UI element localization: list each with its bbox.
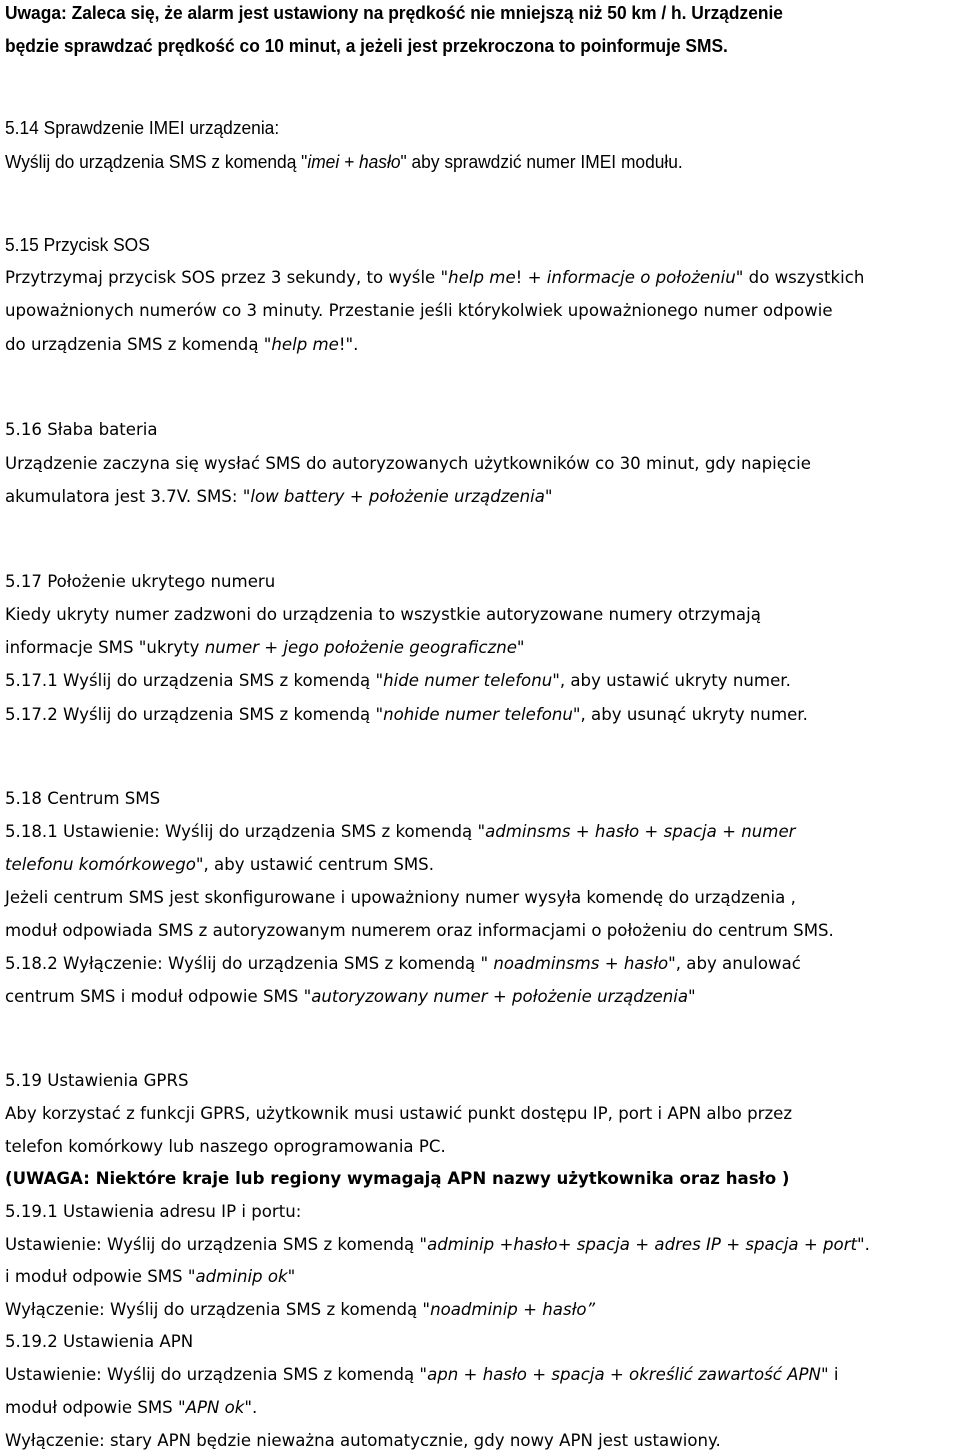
text-segment: 5.16 Słaba bateria [5, 420, 158, 440]
italic-text-segment: help me [448, 268, 516, 288]
italic-text-segment: adminip +hasło+ spacja + adres IP + spacja + port [427, 1235, 858, 1255]
text-line-l27 [5, 1166, 789, 1192]
italic-text-segment: apn + hasło + spacja + określić zawartość APN [427, 1365, 821, 1385]
text-segment: Ustawienie: Wyślij do urządzenia SMS z komendą " [5, 1235, 428, 1255]
text-segment: Uwaga: Zaleca się, że alarm jest ustawiony na prędkość nie mniejszą niż 50 km / h. Urządzenie [5, 2, 783, 23]
italic-text-segment: nohide numer telefonu [383, 705, 573, 725]
text-line-l28 [5, 1199, 301, 1225]
text-line-l01 [5, 0, 783, 26]
text-segment: do urządzenia SMS z komendą " [5, 335, 272, 355]
text-segment: ! [515, 268, 528, 288]
text-line-l05 [5, 232, 150, 258]
text-segment: 5.17 Położenie ukrytego numeru [5, 572, 276, 592]
text-line-l32 [5, 1329, 193, 1355]
text-line-l12 [5, 569, 275, 595]
text-segment: ", aby ustawić centrum SMS. [195, 855, 434, 875]
text-segment: akumulatora jest 3.7V. SMS: " [5, 487, 251, 507]
text-segment: moduł odpowie SMS " [5, 1398, 186, 1418]
text-line-l33 [5, 1362, 838, 1388]
italic-text-segment: imei + hasło [307, 151, 401, 172]
italic-text-segment: help me [271, 335, 339, 355]
text-segment: 5.17.1 Wyślij do urządzenia SMS z komendą " [5, 671, 384, 691]
text-line-l02 [5, 33, 728, 59]
text-segment: " aby sprawdzić numer IMEI modułu. [400, 151, 683, 172]
text-segment: 5.19.2 Ustawienia APN [5, 1332, 194, 1352]
italic-text-segment: + informacje o położeniu [527, 268, 736, 288]
text-line-l20 [5, 885, 796, 911]
italic-text-segment: noadminsms + hasło [493, 954, 669, 974]
text-segment: " [544, 487, 553, 507]
text-segment: " [287, 1267, 296, 1287]
italic-text-segment: hide numer telefonu [383, 671, 553, 691]
italic-text-segment: autoryzowany numer + położenie urządzenia [311, 987, 689, 1007]
text-line-l24 [5, 1068, 189, 1094]
text-segment: 5.17.2 Wyślij do urządzenia SMS z komendą " [5, 705, 384, 725]
text-segment: ". [244, 1398, 258, 1418]
italic-text-segment: telefonu komórkowego [5, 855, 196, 875]
text-segment: telefon komórkowy lub naszego oprogramowania PC. [5, 1137, 446, 1157]
text-segment: " do wszystkich [735, 268, 865, 288]
text-segment: Kiedy ukryty numer zadzwoni do urządzenia to wszystkie autoryzowane numery otrzymają [5, 605, 761, 625]
text-segment: ", aby usunąć ukryty numer. [572, 705, 808, 725]
italic-text-segment: APN ok [185, 1398, 245, 1418]
text-segment: Aby korzystać z funkcji GPRS, użytkownik musi ustawić punkt dostępu IP, port i APN albo przez [5, 1104, 793, 1124]
text-line-l26 [5, 1134, 446, 1160]
text-line-l31 [5, 1297, 595, 1323]
text-line-l23 [5, 984, 696, 1010]
text-segment: Wyłączenie: stary APN będzie nieważna automatycznie, gdy nowy APN jest ustawiony. [5, 1431, 721, 1451]
text-segment: !". [338, 335, 359, 355]
text-segment: Urządzenie zaczyna się wysłać SMS do autoryzowanych użytkowników co 30 minut, gdy napięcie [5, 454, 811, 474]
text-line-l30 [5, 1264, 295, 1290]
text-line-l11 [5, 484, 553, 510]
text-line-l14 [5, 635, 525, 661]
text-segment: centrum SMS i moduł odpowie SMS " [5, 987, 312, 1007]
text-line-l35 [5, 1428, 721, 1454]
text-segment: ", aby anulować [668, 954, 801, 974]
text-segment: " [516, 638, 525, 658]
text-segment: Wyłączenie: Wyślij do urządzenia SMS z komendą " [5, 1300, 431, 1320]
text-line-l17 [5, 786, 160, 812]
italic-text-segment: numer + jego położenie geograficzne [204, 638, 517, 658]
text-line-l21 [5, 918, 834, 944]
text-segment: informacje SMS "ukryty [5, 638, 205, 658]
text-segment: 5.19.1 Ustawienia adresu IP i portu: [5, 1202, 302, 1222]
italic-text-segment: adminip ok [195, 1267, 288, 1287]
text-segment: Przytrzymaj przycisk SOS przez 3 sekundy, to wyśle " [5, 268, 449, 288]
text-line-l03 [5, 115, 279, 141]
text-segment: 5.19 Ustawienia GPRS [5, 1071, 189, 1091]
text-line-l06 [5, 265, 864, 291]
text-segment: 5.18.1 Ustawienie: Wyślij do urządzenia SMS z komendą " [5, 822, 486, 842]
text-line-l08 [5, 332, 358, 358]
text-segment: (UWAGA: Niektóre kraje lub regiony wymagają APN nazwy użytkownika oraz hasło ) [5, 1169, 790, 1189]
text-segment: Wyślij do urządzenia SMS z komendą " [5, 151, 308, 172]
text-line-l04 [5, 149, 683, 175]
text-line-l07 [5, 298, 833, 324]
text-line-l22 [5, 951, 801, 977]
text-segment: i moduł odpowie SMS " [5, 1267, 196, 1287]
italic-text-segment: noadminip + hasło” [430, 1300, 596, 1320]
text-line-l29 [5, 1232, 870, 1258]
text-segment: ". [857, 1235, 870, 1255]
italic-text-segment: adminsms + hasło + spacja + numer [485, 822, 796, 842]
text-segment: 5.18 Centrum SMS [5, 789, 161, 809]
text-segment: Jeżeli centrum SMS jest skonfigurowane i upoważniony numer wysyła komendę do urządzenia , [5, 888, 796, 908]
text-line-l10 [5, 451, 811, 477]
text-line-l13 [5, 602, 761, 628]
text-line-l09 [5, 417, 158, 443]
text-line-l18 [5, 819, 795, 845]
text-segment: ", aby ustawić ukryty numer. [552, 671, 791, 691]
text-line-l19 [5, 852, 434, 878]
text-segment: 5.14 Sprawdzenie IMEI urządzenia: [5, 117, 280, 138]
text-segment: moduł odpowiada SMS z autoryzowanym numerem oraz informacjami o położeniu do centrum SMS. [5, 921, 834, 941]
text-line-l15 [5, 668, 791, 694]
italic-text-segment: low battery + położenie urządzenia [250, 487, 545, 507]
text-line-l25 [5, 1101, 792, 1127]
text-segment: będzie sprawdzać prędkość co 10 minut, a jeżeli jest przekroczona to poinformuje SMS. [5, 35, 728, 56]
text-segment: Ustawienie: Wyślij do urządzenia SMS z komendą " [5, 1365, 428, 1385]
text-segment: 5.18.2 Wyłączenie: Wyślij do urządzenia SMS z komendą " [5, 954, 494, 974]
text-segment: " [688, 987, 696, 1007]
text-line-l16 [5, 702, 808, 728]
text-segment: 5.15 Przycisk SOS [5, 234, 150, 255]
text-line-l34 [5, 1395, 257, 1421]
text-segment: " i [820, 1365, 839, 1385]
text-segment: upoważnionych numerów co 3 minuty. Przestanie jeśli którykolwiek upoważnionego numer odpowie [5, 301, 833, 321]
